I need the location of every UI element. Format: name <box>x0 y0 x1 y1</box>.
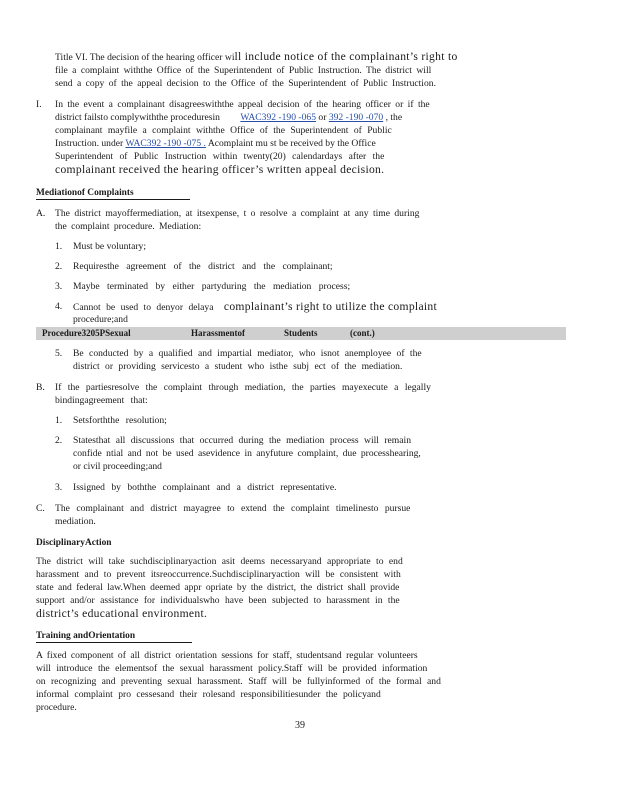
text: mediation. <box>55 516 96 527</box>
list-item-continuation: procedure;and <box>73 314 128 325</box>
text: support and/or assistance for individualswho have been subjected to harassment in the <box>36 595 400 606</box>
text: complainant received the hearing officer’s written appeal decision. <box>55 163 385 176</box>
wac-link-070[interactable]: 392 -190 -070 <box>328 112 384 123</box>
list-item <box>73 300 553 314</box>
para-c-marker: C. <box>36 503 45 514</box>
para-a-marker: A. <box>36 208 46 219</box>
text: confide ntial and not be used asevidence in anyfuture complaint, due processhearing, <box>73 448 421 459</box>
text: , the <box>385 112 403 123</box>
page-number: 39 <box>295 720 305 731</box>
list-item-number: 1. <box>55 415 63 426</box>
text: The complainant and district mayagree to extend the complaint timelinesto pursue <box>55 503 411 514</box>
text: Instruction. under <box>55 138 124 149</box>
list-item-number: 1. <box>55 241 63 252</box>
training-heading: Training andOrientation <box>36 631 136 641</box>
text: ll include notice of the complainant’s right to <box>234 50 458 63</box>
text: Be conducted by a qualified and impartial mediator, who isnot anemployee of the <box>73 348 422 359</box>
wac-link-075[interactable]: WAC392 -190 -075 . <box>125 138 206 149</box>
text: district failsto complywiththe proceduresin <box>55 112 220 123</box>
text: Statesthat all discussions that occurred during the mediation process will remain <box>73 435 411 446</box>
disciplinary-paragraph <box>36 555 566 620</box>
list-item: Maybe terminated by either partyduring the mediation process; <box>73 281 351 292</box>
text: A fixed component of all district orientation sessions for staff, studentsand regular volunteers <box>36 650 418 661</box>
wac-link-065[interactable]: WAC392 -190 -065 <box>240 112 317 123</box>
text: complainant’s right to utilize the complaint <box>223 300 438 313</box>
text: informal complaint pro cessesand their rolesand responsibilitiesunder the policyand <box>36 689 381 700</box>
training-paragraph <box>36 649 566 714</box>
text: complainant mayfile a complaint withthe Office of the Superintendent of Public <box>55 125 392 136</box>
band-text: (cont.) <box>350 328 375 338</box>
list-item <box>73 434 563 473</box>
para-a <box>55 207 575 233</box>
list-item <box>73 347 563 373</box>
list-item: Requiresthe agreement of the district and the complainant; <box>73 261 333 272</box>
para-i-marker: I. <box>36 99 42 110</box>
procedure-header-band <box>36 327 566 340</box>
text: procedure. <box>36 702 77 713</box>
text: If the partiesresolve the complaint through mediation, the parties mayexecute a legally <box>55 382 431 393</box>
list-item-number: 5. <box>55 348 63 359</box>
para-h-tail <box>55 50 575 90</box>
list-item: Issigned by boththe complainant and a district representative. <box>73 482 337 493</box>
list-item-number: 3. <box>55 281 63 292</box>
text: the complaint procedure. Mediation: <box>55 221 202 232</box>
band-text: Procedure3205PSexual <box>42 328 131 338</box>
heading-underline <box>36 199 190 200</box>
list-item: Must be voluntary; <box>73 241 147 252</box>
text: harassment and to prevent itsreoccurrence.Suchdisciplinaryaction will be consistent with <box>36 569 401 580</box>
mediation-heading: Mediationof Complaints <box>36 188 134 198</box>
para-b <box>55 381 575 407</box>
text: state and federal law.When deemed appr opriate by the district, the district shall provide <box>36 582 400 593</box>
list-item-number: 4. <box>55 301 63 312</box>
text: bindingagreement that: <box>55 395 148 406</box>
text: or <box>318 112 327 123</box>
text: will introduce the elementsof the sexual harassment policy.Staff will be provided information <box>36 663 428 674</box>
heading-underline <box>36 642 192 643</box>
text: Acomplaint mu st be received by the Office <box>207 138 376 149</box>
para-b-marker: B. <box>36 382 45 393</box>
para-c <box>55 502 575 528</box>
text: The district mayoffermediation, at itsexpense, t o resolve a complaint at any time during <box>55 208 420 219</box>
list-item-number: 2. <box>55 435 63 446</box>
disciplinary-heading: DisciplinaryAction <box>36 538 112 548</box>
text: Superintendent of Public Instruction within twenty(20) calendardays after the <box>55 151 385 162</box>
text: Cannot be used to denyor delaya <box>73 302 214 313</box>
list-item-number: 3. <box>55 482 63 493</box>
band-text: Harassmentof <box>191 328 245 338</box>
para-i <box>55 98 575 176</box>
text: or civil proceeding;and <box>73 461 162 472</box>
list-item: Setsforththe resolution; <box>73 415 167 426</box>
text: district or providing servicesto a student who isthe subj ect of the mediation. <box>73 361 403 372</box>
text: In the event a complainant disagreeswiththe appeal decision of the hearing officer or if the <box>55 99 430 110</box>
text: file a complaint withthe Office of the Superintendent of Public Instruction. The district will <box>55 65 432 76</box>
text: district’s educational environment. <box>36 607 208 620</box>
list-item-number: 2. <box>55 261 63 272</box>
text: on recognizing and preventing sexual harassment. Staff will be fullyinformed of the formal and <box>36 676 441 687</box>
band-text: Students <box>284 328 318 338</box>
text: send a copy of the appeal decision to the Office of the Superintendent of Public Instruction. <box>55 78 436 89</box>
text: Title VI. The decision of the hearing officer wi <box>55 52 235 63</box>
text: The district will take suchdisciplinaryaction asit deems necessaryand appropriate to end <box>36 556 403 567</box>
